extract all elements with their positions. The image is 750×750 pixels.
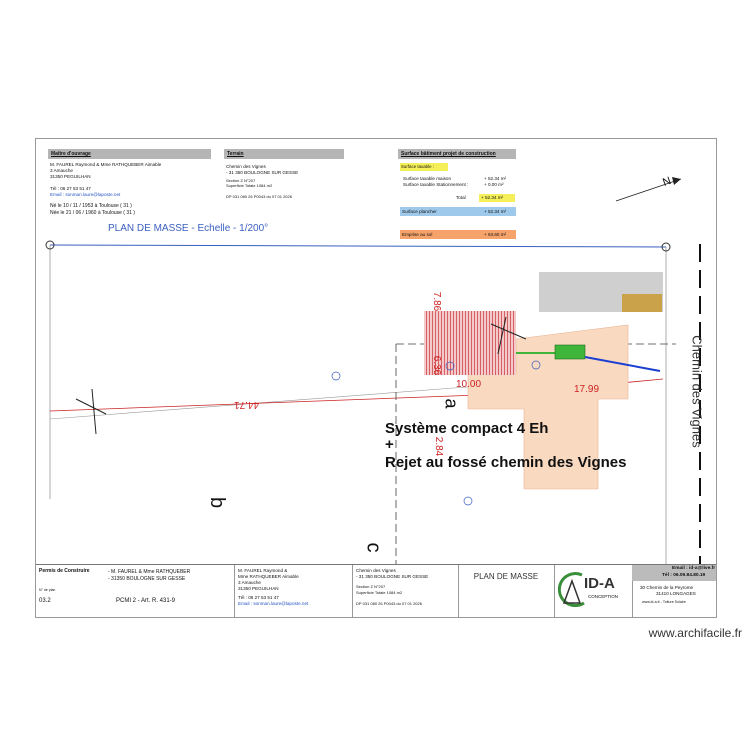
site-plan-drawing [36,139,716,564]
permis-label: Permis de Construire [39,568,90,574]
cart-terrain-2: - 31 350 BOULOGNE SUR GESSE [356,574,429,579]
stationnement-value: + 0.00 m² [484,182,504,187]
emprise-value: + 63.60 m² [484,232,507,237]
neighbour-annex [622,294,662,312]
maitre-birth-1: Né le 10 / 11 / 1953 à Toulouse ( 31 ) [50,203,132,209]
terrain-section: Section Z N°207 [226,178,256,183]
stationnement-label: Surface taxable Stationnement : [403,182,469,187]
inner-line [50,384,506,419]
north-arrow-head [672,177,681,185]
terrain-line-1: Chemin des Vignes [226,164,266,169]
maison-value: + 52.34 m² [484,176,507,181]
permis-text-2: - 31350 BOULOGNE SUR GESSE [108,576,186,582]
plan-name: PLAN DE MASSE [473,572,539,581]
cartouche-permis [36,565,235,618]
maison-label: Surface taxable maison [403,176,452,181]
total-label: Total [456,195,466,200]
terrain-heading: Terrain [224,149,344,159]
total-value: + 52.34 m² [481,195,504,200]
label-a: a [441,398,462,409]
contact-addr-2: 31410 LONGAGES [656,591,696,596]
cart-terrain-sup: Superficie Totale 1084 m2 [356,590,403,595]
dim-636: 6.36 [431,355,443,376]
cartouche-terrain [352,565,459,618]
cartouche-logo [554,565,633,618]
maitre-ouvrage-heading: Maître d'ouvrage [48,149,211,159]
owner-line-1: M. FAUREL Raymond & [238,568,288,573]
contact-email: Email : id-a@live.fr [672,566,716,571]
contact-addr-1: 30 Chemin de la Peyrome [640,585,694,590]
terrain-line-2: - 31 350 BOULOGNE SUR GESSE [226,170,299,175]
num-label: N° de plan [39,588,56,592]
cart-terrain-section: Section Z N°207 [356,584,386,589]
annotation-line-1: Système compact 4 Eh [385,420,549,437]
dim-284: 2.84 [433,436,445,457]
plancher-value: + 52.34 m² [484,209,507,214]
taxable-label: Surface taxable : [401,164,434,169]
owner-line-3: 3 Amauche [238,580,261,585]
dim-786: 7.86 [431,291,443,312]
cartouche-contact [632,565,716,618]
watermark: www.archifacile.fr [648,626,742,640]
pcmi-ref: PCMI 2 - Art. R. 431-9 [116,598,176,604]
maitre-line-2: 3 Amauche [50,168,73,173]
owner-line-2: Mme RATHQUEBER Aimable [238,574,299,579]
septic-tank [555,345,585,359]
contact-tel: Tél : 06.09.84.80.19 [662,573,706,578]
permis-text: - M. FAUREL & Mme RATHQUEBER [108,569,191,575]
plan-number: 03.2 [39,598,51,604]
maitre-line-1: M. FAUREL Raymond & Mme RATHQUEBER Aimable [50,162,162,167]
cart-terrain-dp: DP 031 080 26 P0043 du 07 01 2026 [356,601,422,606]
plot-dim-line [50,394,506,411]
cartouche-plan-name [458,565,555,618]
cart-terrain-1: Chemin des Vignes [356,568,396,573]
marker-symbol [332,372,340,380]
contact-web: www.id-a.fr - Toiture Solaire [642,600,686,604]
title-block [36,564,716,618]
terrain-dp: DP 031 080 26 P0043 du 07 01 2026 [226,194,292,199]
dim-1799: 17.99 [574,384,600,395]
cross-west [76,399,106,414]
maitre-line-3: 31350 PEGUILHAN [50,174,91,179]
dim-4471: 44.71 [234,399,260,410]
cartouche-owner [234,565,353,618]
drawing-sheet [35,138,717,618]
brand-name: ID-A [584,575,615,592]
maitre-tel: Tél : 06 27 53 51 47 [50,186,91,191]
marker-symbol-2 [464,497,472,505]
plan-title: PLAN DE MASSE - Echelle - 1/200° [108,223,269,234]
annotation-line-3: Rejet au fossé chemin des Vignes [385,454,627,471]
label-c: c [362,542,385,553]
label-b: b [206,496,229,509]
road-label: Chemin des Vignes [689,335,705,448]
terrain-superficie: Superficie Totale 1084 m2 [226,183,273,188]
north-label: N [661,175,673,189]
maitre-birth-2: Née le 21 / 06 / 1960 à Toulouse ( 31 ) [50,210,135,216]
north-boundary [50,245,666,247]
brand-sub: CONCEPTION [588,594,619,599]
dim-1000: 10.00 [456,379,482,390]
surface-heading: Surface bâtiment projet de construction [398,149,516,159]
owner-line-4: 31350 PEGUILHAN [238,586,279,591]
emprise-label: Emprise au sol [402,232,433,237]
annotation-line-2: + [385,436,394,453]
owner-email: Email : sonman.laure@laposte.net [238,601,309,606]
cross-west-b [92,389,96,434]
owner-tel: Tél : 06 27 53 51 47 [238,595,279,600]
maitre-email: Email : sonman.laure@laposte.net [50,192,121,197]
plancher-label: Surface plancher [402,209,437,214]
